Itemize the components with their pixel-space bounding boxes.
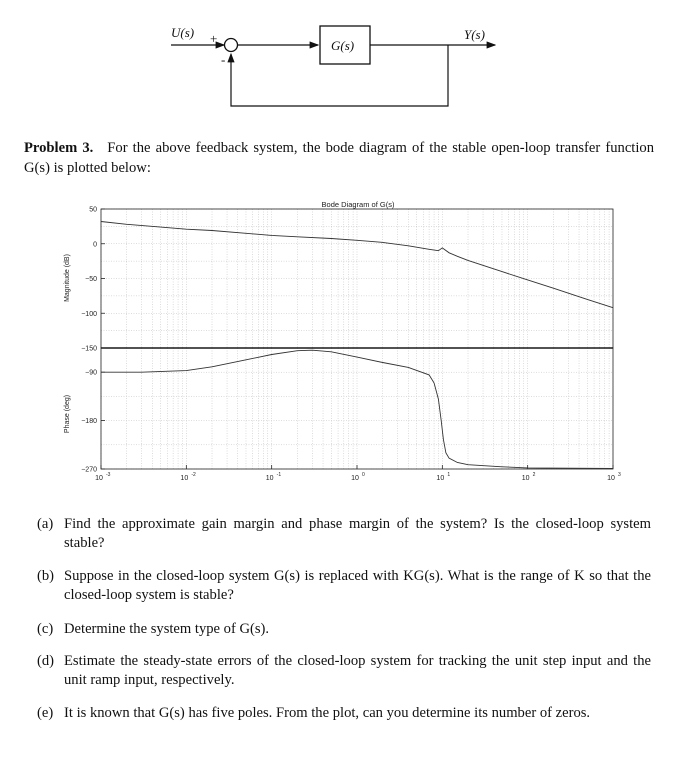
x-tick-label: 10 bbox=[265, 475, 274, 482]
mag-ytick-label: 0 bbox=[93, 241, 97, 249]
phase-ytick-label: −180 bbox=[81, 418, 97, 426]
question-label: (d) bbox=[37, 653, 55, 669]
question-text: Determine the system type of G(s). bbox=[64, 621, 270, 637]
x-tick-label: 10 bbox=[180, 475, 189, 482]
question-label: (b) bbox=[37, 568, 55, 584]
summing-junction bbox=[225, 39, 238, 52]
x-tick-labels bbox=[95, 465, 621, 482]
x-tick-exponent: 2 bbox=[532, 472, 536, 478]
phase-ytick-label: −90 bbox=[85, 369, 97, 377]
bode-diagram bbox=[55, 198, 625, 498]
question-item bbox=[37, 620, 651, 639]
x-tick-exponent: -2 bbox=[191, 472, 196, 478]
x-tick-label: 10 bbox=[436, 475, 445, 482]
x-tick-exponent: -3 bbox=[106, 472, 111, 478]
problem-heading: Problem 3. bbox=[24, 140, 94, 156]
question-label: (c) bbox=[37, 621, 54, 637]
magnitude-grid bbox=[101, 209, 613, 348]
mag-ytick-label: 50 bbox=[89, 206, 97, 214]
chart-title: Bode Diagram of G(s) bbox=[321, 200, 395, 209]
question-item bbox=[37, 567, 651, 605]
mag-ytick-label: −100 bbox=[81, 310, 97, 318]
question-item bbox=[37, 515, 651, 553]
minus-sign: - bbox=[221, 52, 226, 67]
question-text: Find the approximate gain margin and phase margin of the system? Is the closed-loop system stable? bbox=[64, 516, 651, 551]
x-tick-label: 10 bbox=[521, 475, 530, 482]
x-tick-exponent: 3 bbox=[618, 472, 621, 478]
output-label: Y(s) bbox=[464, 27, 485, 42]
x-tick-label: 10 bbox=[351, 475, 359, 482]
question-label: (a) bbox=[37, 516, 54, 532]
phase-ytick-label: −270 bbox=[81, 466, 97, 474]
x-tick-label: 10 bbox=[607, 475, 615, 482]
x-tick-exponent: -1 bbox=[276, 472, 282, 478]
x-tick-label: 10 bbox=[95, 475, 103, 482]
question-item bbox=[37, 652, 651, 690]
problem-text: For the above feedback system, the bode diagram of the stable open-loop transfer function G(s) is plotted below: bbox=[24, 140, 654, 176]
magnitude-ylabel: Magnitude (dB) bbox=[64, 254, 71, 302]
block-label: G(s) bbox=[331, 38, 355, 53]
phase-ylabel: Phase (deg) bbox=[64, 394, 71, 434]
question-text: Estimate the steady-state errors of the closed-loop system for tracking the unit step input and the unit ramp input, respectively. bbox=[64, 653, 651, 688]
x-tick-exponent: 0 bbox=[362, 472, 365, 478]
mag-ytick-label: −50 bbox=[85, 276, 97, 283]
question-item bbox=[37, 704, 651, 723]
question-text: It is known that G(s) has five poles. From the plot, can you determine its number of zeros. bbox=[64, 705, 591, 721]
problem-statement bbox=[24, 138, 654, 178]
feedback-path bbox=[231, 45, 448, 106]
question-text: Suppose in the closed-loop system G(s) is replaced with KG(s). What is the range of K so that the closed-loop system is stable? bbox=[64, 568, 651, 603]
plus-sign: + bbox=[210, 31, 218, 46]
feedback-block-diagram bbox=[0, 0, 691, 120]
phase-axes bbox=[81, 345, 613, 474]
magnitude-axes bbox=[81, 207, 613, 353]
phase-grid bbox=[101, 348, 613, 469]
input-label: U(s) bbox=[171, 25, 195, 40]
question-label: (e) bbox=[37, 705, 54, 721]
mag-ytick-label: −150 bbox=[81, 345, 97, 353]
x-tick-exponent: 1 bbox=[447, 472, 451, 478]
